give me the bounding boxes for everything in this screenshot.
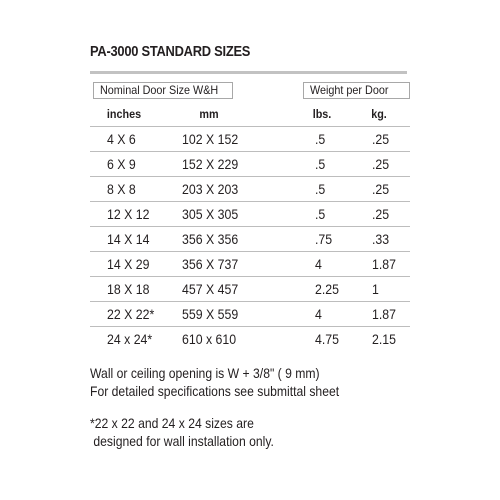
table-row <box>0 252 500 276</box>
table-row <box>0 152 500 176</box>
table-row <box>0 202 500 226</box>
footnote-line-2: designed for wall installation only. <box>90 433 274 449</box>
cell-inches: 6 X 9 <box>107 156 136 172</box>
cell-mm: 305 X 305 <box>182 206 239 222</box>
cell-kg: .25 <box>372 156 390 172</box>
cell-kg: 1.87 <box>372 306 396 322</box>
table-row <box>0 127 500 151</box>
column-header-inches: inches <box>106 107 142 121</box>
cell-mm: 102 X 152 <box>182 131 239 147</box>
size-group-label: Nominal Door Size W&H <box>100 83 219 97</box>
cell-lbs: .75 <box>315 231 333 247</box>
cell-inches: 12 X 12 <box>107 206 150 222</box>
table-row <box>0 277 500 301</box>
cell-inches: 14 X 14 <box>107 231 150 247</box>
column-header-lbs: lbs. <box>312 107 332 121</box>
cell-mm: 559 X 559 <box>182 306 239 322</box>
table-row <box>0 177 500 201</box>
weight-group-header <box>303 82 410 99</box>
weight-group-label: Weight per Door <box>310 83 389 97</box>
specs-note: For detailed specifications see submittal sheet <box>90 383 340 399</box>
cell-mm: 457 X 457 <box>182 281 239 297</box>
cell-mm: 610 x 610 <box>182 331 237 347</box>
cell-kg: .25 <box>372 131 390 147</box>
cell-lbs: 4 <box>315 256 322 272</box>
title-divider <box>90 71 407 74</box>
column-header-kg: kg. <box>371 107 387 121</box>
cell-lbs: .5 <box>315 181 326 197</box>
cell-lbs: 4.75 <box>315 331 339 347</box>
cell-mm: 356 X 356 <box>182 231 239 247</box>
cell-inches: 4 X 6 <box>107 131 136 147</box>
cell-inches: 24 x 24* <box>107 331 153 347</box>
table-row <box>0 327 500 351</box>
cell-lbs: 2.25 <box>315 281 339 297</box>
page-title: PA-3000 STANDARD SIZES <box>90 43 251 60</box>
cell-lbs: .5 <box>315 156 326 172</box>
cell-mm: 152 X 229 <box>182 156 239 172</box>
cell-kg: .25 <box>372 181 390 197</box>
cell-inches: 8 X 8 <box>107 181 136 197</box>
cell-kg: 1.87 <box>372 256 396 272</box>
column-header-mm: mm <box>199 107 219 121</box>
cell-mm: 356 X 737 <box>182 256 239 272</box>
cell-kg: 2.15 <box>372 331 396 347</box>
table-row <box>0 227 500 251</box>
cell-lbs: .5 <box>315 131 326 147</box>
cell-inches: 14 X 29 <box>107 256 150 272</box>
footnote-line-1: *22 x 22 and 24 x 24 sizes are <box>90 415 254 431</box>
cell-inches: 22 X 22* <box>107 306 155 322</box>
cell-kg: .25 <box>372 206 390 222</box>
cell-kg: 1 <box>372 281 379 297</box>
cell-lbs: .5 <box>315 206 326 222</box>
cell-lbs: 4 <box>315 306 322 322</box>
cell-kg: .33 <box>372 231 390 247</box>
cell-inches: 18 X 18 <box>107 281 150 297</box>
opening-note: Wall or ceiling opening is W + 3/8" ( 9 mm) <box>90 365 320 381</box>
table-row <box>0 302 500 326</box>
cell-mm: 203 X 203 <box>182 181 239 197</box>
size-group-header <box>93 82 233 99</box>
